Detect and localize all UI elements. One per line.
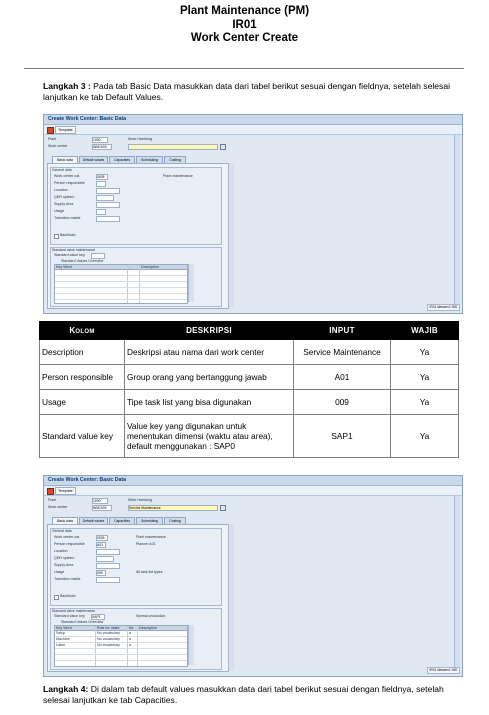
cell-deskripsi: Tipe task list yang bisa digunakan	[125, 390, 294, 415]
template-button[interactable]: Template	[55, 487, 76, 495]
grid-row-line	[55, 660, 187, 661]
basic-data-panel	[47, 163, 229, 309]
transition-matrix-label: Transition matrix	[54, 216, 81, 220]
standard-value-group	[50, 608, 222, 670]
header-divider	[24, 68, 464, 69]
cell-input: Service Maintenance	[294, 340, 391, 365]
template-button[interactable]: Template	[55, 126, 76, 134]
window-scrollbar[interactable]	[454, 496, 460, 668]
sap-toolbar	[44, 486, 462, 496]
supply-area-field[interactable]	[96, 563, 120, 569]
workcenter-field[interactable]: WM1003	[92, 505, 112, 511]
grid-scrollbar[interactable]	[188, 625, 194, 665]
std-value-key-field[interactable]: SAP1	[91, 614, 105, 620]
document-header	[0, 5, 489, 46]
std-values-grid	[54, 264, 188, 304]
tab-costing[interactable]: Costing	[164, 156, 186, 164]
usage-label: Usage	[54, 570, 65, 574]
wc-category-text: Plant maintenance	[163, 174, 193, 178]
grid-row-line	[55, 281, 187, 282]
wc-category-label: Work center cat.	[54, 174, 81, 178]
table-row	[40, 415, 459, 458]
qdr-system-label: QDR system	[54, 556, 75, 560]
status-bar: IR01 idesserv1 INS	[427, 304, 460, 311]
col-wajib: WAJIB	[391, 322, 459, 340]
status-bar: IR01 idesserv1 INS	[427, 667, 460, 674]
wc-category-field[interactable]: 0005	[96, 535, 108, 541]
cell-deskripsi: Value key yang digunakan untuk menentukan dimensi (waktu atau area), default menggunakan : SAP0	[125, 415, 294, 458]
grid-divider	[139, 265, 140, 303]
header-title: Work Center Create	[190, 32, 299, 44]
header-module: Plant Maintenance (PM)	[179, 5, 310, 17]
usage-label: Usage	[54, 209, 65, 213]
general-data-group	[50, 167, 222, 245]
usage-text: All task list types	[136, 570, 163, 574]
row-setup-keyword: Setup	[56, 631, 66, 635]
tab-costing[interactable]: Costing	[164, 517, 186, 525]
row-machine-rule: No vocabulary	[97, 637, 120, 641]
sap-screenshot-basic-data-filled	[43, 475, 463, 677]
cell-kolom: Person responsible	[40, 365, 125, 390]
template-icon[interactable]	[47, 127, 54, 134]
col-keyword: Key Word	[56, 265, 72, 269]
backflush-checkbox[interactable]	[54, 234, 59, 239]
grid-row-line	[55, 642, 187, 643]
grid-header	[55, 626, 187, 631]
cell-wajib: Ya	[391, 415, 459, 458]
sap-toolbar	[44, 125, 462, 135]
location-label: Location	[54, 549, 68, 553]
standard-value-group	[50, 247, 222, 307]
grid-row-line	[55, 287, 187, 288]
col-input: INPUT	[294, 322, 391, 340]
row-machine-keyword: Machine	[56, 637, 70, 641]
cell-deskripsi: Group orang yang bertanggung jawab	[125, 365, 294, 390]
qdr-system-field[interactable]	[96, 556, 114, 562]
plant-name-label: Work Hamburg	[128, 137, 153, 141]
workcenter-label: Work center	[48, 505, 68, 509]
general-data-title: General data	[52, 529, 72, 533]
step-4-label: Langkah 4:	[43, 684, 89, 694]
tab-capacities[interactable]: Capacities	[109, 156, 135, 164]
workcenter-field[interactable]: WM1003	[92, 144, 112, 150]
backflush-label: Backflush	[60, 594, 76, 598]
row-labor-keyword: Labor	[56, 643, 66, 647]
sap-window-title: Create Work Center: Basic Data	[44, 115, 462, 125]
header-tcode: IR01	[232, 18, 257, 31]
plant-label: Plant	[48, 137, 57, 141]
cell-deskripsi: Deskripsi atau nama dari work center	[125, 340, 294, 365]
person-responsible-label: Person responsible	[54, 181, 85, 185]
long-text-icon[interactable]	[220, 505, 226, 511]
step-4-instruction	[43, 684, 463, 706]
sap-tabstrip	[52, 156, 212, 163]
col-kolom: Kolom	[40, 322, 125, 340]
tab-capacities[interactable]: Capacities	[109, 517, 135, 525]
grid-row-line	[55, 636, 187, 637]
col-dash: -	[129, 265, 131, 269]
workcenter-description-field[interactable]	[128, 144, 218, 150]
cell-wajib: Ya	[391, 390, 459, 415]
step-3-instruction	[43, 81, 463, 103]
grid-row-line	[55, 293, 187, 294]
std-value-key-text: Normal production	[136, 614, 166, 618]
table-row	[40, 390, 459, 415]
grid-header	[55, 265, 187, 270]
qdr-system-label: QDR system	[54, 195, 75, 199]
col-rule: Rule for maint.	[97, 626, 121, 630]
window-scrollbar[interactable]	[454, 135, 460, 305]
template-icon[interactable]	[47, 488, 54, 495]
workcenter-description-field[interactable]: Service Maintenance	[128, 505, 218, 511]
cell-wajib: Ya	[391, 365, 459, 390]
general-data-group	[50, 528, 222, 606]
std-value-key-label: Standard value key	[54, 253, 85, 257]
wc-category-field[interactable]: 0005	[96, 174, 108, 180]
col-deskripsi: DESKRIPSI	[125, 322, 294, 340]
usage-field[interactable]: 009	[96, 570, 106, 576]
cell-input: 009	[294, 390, 391, 415]
sap-window-title: Create Work Center: Basic Data	[44, 476, 462, 486]
cell-input: A01	[294, 365, 391, 390]
step-3-text: Pada tab Basic Data masukkan data dari tabel berikut sesuai dengan fieldnya, setelah selesai lanjutkan ke tab Default Values.	[43, 81, 451, 102]
wc-category-text: Plant maintenance	[136, 535, 166, 539]
tab-basic-data[interactable]: Basic data	[52, 517, 78, 525]
long-text-icon[interactable]	[220, 144, 226, 150]
supply-area-label: Supply Area	[54, 202, 74, 206]
transition-matrix-field[interactable]	[96, 216, 120, 222]
std-value-key-label: Standard value key	[54, 614, 85, 618]
plant-label: Plant	[48, 498, 57, 502]
plant-name-label: Werk Hamburg	[128, 498, 153, 502]
std-overview-title: Standard Values Overview	[61, 620, 104, 624]
cell-kolom: Usage	[40, 390, 125, 415]
grid-row-line	[55, 648, 187, 649]
sap-screenshot-basic-data-empty	[43, 114, 463, 314]
col-description: Description	[139, 626, 157, 630]
table-header-row	[40, 322, 459, 340]
qdr-system-field[interactable]	[96, 195, 114, 201]
std-values-grid	[54, 625, 188, 667]
col-keyword: Key Word	[56, 626, 72, 630]
standard-value-title: Standard value maintenance	[52, 609, 96, 613]
tab-basic-data[interactable]: Basic data	[52, 156, 78, 164]
table-row	[40, 365, 459, 390]
transition-matrix-label: Transition matrix	[54, 577, 81, 581]
tab-scheduling[interactable]: Scheduling	[136, 156, 163, 164]
backflush-label: Backflush	[60, 233, 76, 237]
standard-value-title: Standard value maintenance	[52, 248, 96, 252]
std-overview-title: Standard Values Overview	[61, 259, 104, 263]
workcenter-label: Work center	[48, 144, 68, 148]
cell-wajib: Ya	[391, 340, 459, 365]
field-input-table	[39, 321, 459, 458]
grid-row-line	[55, 299, 187, 300]
step-4-text: Di dalam tab default values masukkan data dari tabel berikut sesuai dengan fieldnya, setelah selesai lanjutkan ke tab Capacities.	[43, 684, 444, 705]
person-responsible-text: Planner A01	[136, 542, 156, 546]
supply-area-field[interactable]	[96, 202, 120, 208]
general-data-title: General data	[52, 168, 72, 172]
row-setup-key: a	[129, 631, 131, 635]
basic-data-panel	[47, 524, 229, 672]
plant-field[interactable]: 1000	[92, 498, 108, 504]
backflush-checkbox[interactable]	[54, 595, 59, 600]
row-labor-key: a	[129, 643, 131, 647]
col-description: Description	[141, 265, 159, 269]
wc-category-label: Work center cat.	[54, 535, 81, 539]
supply-area-label: Supply Area	[54, 563, 74, 567]
location-field[interactable]	[96, 188, 120, 194]
row-labor-rule: No vocabulary	[97, 643, 120, 647]
row-machine-key: a	[129, 637, 131, 641]
row-setup-rule: No vocabulary	[97, 631, 120, 635]
plant-field[interactable]: 1000	[92, 137, 108, 143]
transition-matrix-field[interactable]	[96, 577, 120, 583]
grid-row-line	[55, 275, 187, 276]
tab-scheduling[interactable]: Scheduling	[136, 517, 163, 525]
location-label: Location	[54, 188, 68, 192]
location-field[interactable]	[96, 549, 120, 555]
panel-scrollbar[interactable]	[228, 163, 234, 307]
tab-default-values[interactable]: Default values	[79, 517, 108, 525]
person-responsible-label: Person responsible	[54, 542, 85, 546]
step-3-label: Langkah 3 :	[43, 81, 91, 91]
grid-scrollbar[interactable]	[188, 264, 194, 302]
cell-input: SAP1	[294, 415, 391, 458]
cell-kolom: Standard value key	[40, 415, 125, 458]
table-row	[40, 340, 459, 365]
sap-tabstrip	[52, 517, 212, 524]
grid-divider	[127, 265, 131, 303]
grid-row-line	[55, 654, 187, 655]
col-key: Ke	[129, 626, 134, 630]
person-responsible-field[interactable]: A01	[96, 542, 106, 548]
person-responsible-field[interactable]	[96, 181, 106, 187]
panel-scrollbar[interactable]	[228, 524, 234, 670]
tab-default-values[interactable]: Default values	[79, 156, 108, 164]
cell-kolom: Description	[40, 340, 125, 365]
usage-field[interactable]	[96, 209, 106, 215]
